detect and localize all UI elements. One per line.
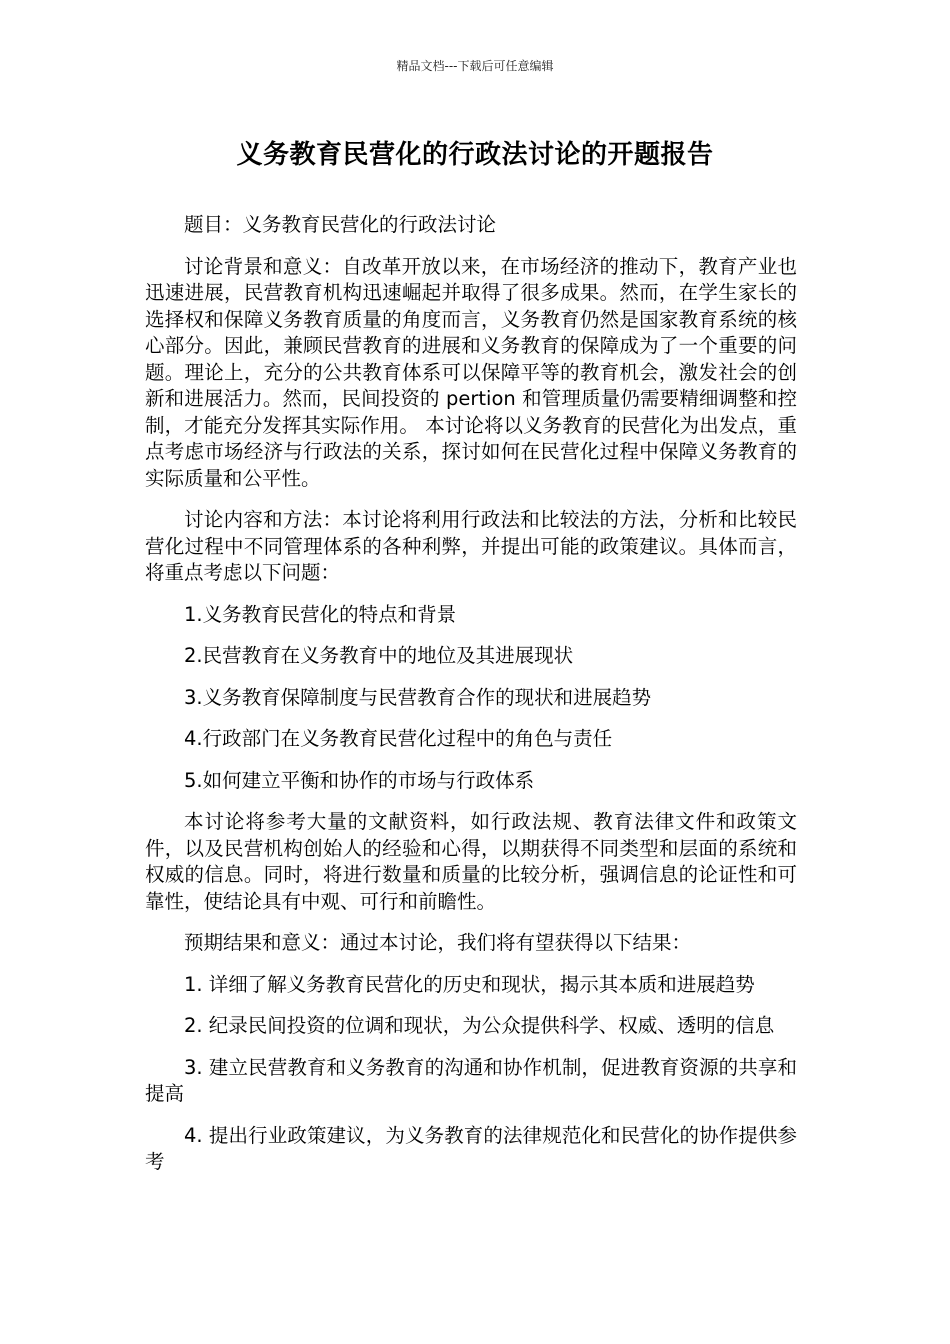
document-body <box>145 212 797 1191</box>
list-item: 1.义务教育民营化的特点和背景 <box>184 602 457 626</box>
list-item: 5.如何建立平衡和协作的市场与行政体系 <box>184 768 535 792</box>
list-item: 3.义务教育保障制度与民营教育合作的现状和进展趋势 <box>184 685 652 709</box>
sources-paragraph: 本讨论将参考大量的文献资料，如行政法规、教育法律文件和政策文件，以及民营机构创始人的经验和心得，以期获得不同类型和层面的系统和权威的信息。同时，将进行数量和质量的比较分析，强调信息的论证性和可靠性，使结论具有中观、可行和前瞻性。 <box>145 810 797 913</box>
expected-results-list <box>145 972 797 1176</box>
page-header: 精品文档---下载后可任意编辑 <box>396 59 554 73</box>
research-questions-list <box>145 602 797 795</box>
expected-results-intro: 预期结果和意义：通过本讨论，我们将有望获得以下结果： <box>184 931 692 954</box>
document-title: 义务教育民营化的行政法讨论的开题报告 <box>236 140 714 170</box>
methods-paragraph: 讨论内容和方法：本讨论将利用行政法和比较法的方法，分析和比较民营化过程中不同管理体系的各种利弊，并提出可能的政策建议。具体而言，将重点考虑以下问题： <box>145 508 797 584</box>
topic-paragraph: 题目：义务教育民营化的行政法讨论 <box>184 213 497 236</box>
list-item: 2. 纪录民间投资的位调和现状，为公众提供科学、权威、透明的信息 <box>184 1014 775 1037</box>
list-item: 3. 建立民营教育和义务教育的沟通和协作机制，促进教育资源的共享和提高 <box>145 1055 797 1105</box>
list-item: 1. 详细了解义务教育民营化的历史和现状，揭示其本质和进展趋势 <box>184 972 755 996</box>
list-item: 2.民营教育在义务教育中的地位及其进展现状 <box>184 644 574 667</box>
background-paragraph: 讨论背景和意义：自改革开放以来，在市场经济的推动下，教育产业也迅速进展，民营教育机构迅速崛起并取得了很多成果。然而，在学生家长的选择权和保障义务教育质量的角度而言，义务教育仍然是国家教育系统的核心部分。因此，兼顾民营教育的进展和义务教育的保障成为了一个重要的问题。理论上，充分的公共教育体系可以保障平等的教育机会，激发社会的创新和进展活力。然而，民间投资的 pertion 和管理质量仍需要精细调整和控制，才能充分发挥其实际作用。 本讨论将以义务教育的民营化为出发点，重点考虑市场经济与行政法的关系，探讨如何在民营化过程中保障义务教育的实际质量和公平性。 <box>145 254 797 490</box>
list-item: 4.行政部门在义务教育民营化过程中的角色与责任 <box>184 727 613 750</box>
list-item: 4. 提出行业政策建议，为义务教育的法律规范化和民营化的协作提供参考 <box>145 1123 797 1173</box>
